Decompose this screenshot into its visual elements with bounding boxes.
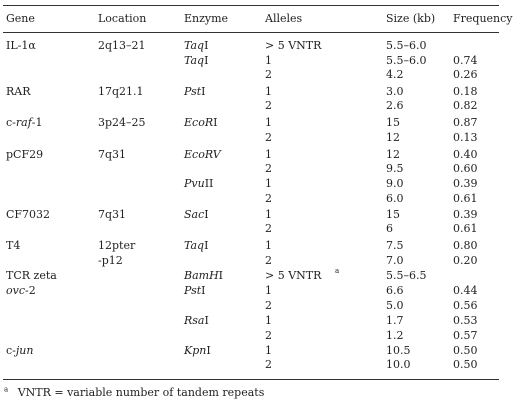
cell-size: 1.7 [386, 314, 404, 327]
table-row [0, 357, 502, 373]
cell-size: 5.5–6.0 [386, 39, 427, 52]
top-rule [3, 5, 499, 6]
footnote-text: VNTR = variable number of tandem repeats [17, 386, 265, 399]
cell-enzyme: SacI [184, 208, 209, 221]
cell-location: 12pter [98, 239, 136, 252]
cell-frequency: 0.60 [453, 162, 478, 175]
table-row [0, 115, 502, 131]
cell-frequency: 0.20 [453, 254, 478, 267]
cell-size: 7.0 [386, 254, 404, 267]
cell-alleles: 2 [265, 358, 272, 371]
cell-location: 3p24–25 [98, 116, 146, 129]
footnote [4, 386, 264, 400]
cell-alleles: 2 [265, 192, 272, 205]
table-row [0, 176, 502, 192]
cell-frequency: 0.80 [453, 239, 478, 252]
cell-location: 7q31 [98, 148, 127, 161]
cell-enzyme: EcoRI [184, 116, 218, 129]
cell-alleles: 1 [265, 116, 272, 129]
cell-gene: ovc-2 [6, 284, 36, 297]
cell-alleles: 1 [265, 54, 272, 67]
cell-size: 1.2 [386, 329, 404, 342]
header-location: Location [98, 12, 147, 25]
cell-frequency: 0.61 [453, 222, 478, 235]
cell-gene: c-jun [6, 344, 34, 357]
cell-alleles: 1 [265, 85, 272, 98]
table-row [0, 221, 502, 237]
table-row [0, 238, 502, 254]
table-row [0, 191, 502, 207]
cell-size: 7.5 [386, 239, 404, 252]
cell-frequency: 0.44 [453, 284, 478, 297]
cell-size: 15 [386, 208, 400, 221]
cell-alleles: 2 [265, 99, 272, 112]
cell-size: 5.5–6.5 [386, 269, 427, 282]
cell-enzyme: TaqI [184, 54, 209, 67]
header-enzyme: Enzyme [184, 12, 229, 25]
cell-size: 5.5–6.0 [386, 54, 427, 67]
cell-enzyme: TaqI [184, 239, 209, 252]
cell-frequency: 0.26 [453, 68, 478, 81]
cell-gene: TCR zeta [6, 269, 57, 282]
cell-frequency: 0.50 [453, 344, 478, 357]
cell-alleles: 2 [265, 131, 272, 144]
cell-alleles: 2 [265, 162, 272, 175]
cell-size: 6.6 [386, 284, 404, 297]
cell-gene: T4 [6, 239, 21, 252]
table-row [0, 161, 502, 177]
cell-gene: pCF29 [6, 148, 44, 161]
cell-location: 17q21.1 [98, 85, 144, 98]
cell-enzyme: RsaI [184, 314, 209, 327]
cell-alleles: 1 [265, 314, 272, 327]
cell-alleles: 1 [265, 148, 272, 161]
cell-location: -p12 [98, 254, 123, 267]
cell-size: 4.2 [386, 68, 404, 81]
table-row [0, 298, 502, 314]
cell-frequency: 0.61 [453, 192, 478, 205]
cell-size: 9.0 [386, 177, 404, 190]
table-row [0, 283, 502, 299]
cell-size: 15 [386, 116, 400, 129]
cell-frequency: 0.13 [453, 131, 478, 144]
cell-enzyme: TaqI [184, 39, 209, 52]
cell-gene: RAR [6, 85, 31, 98]
header-gene: Gene [6, 12, 35, 25]
cell-alleles: > 5 VNTR [265, 269, 322, 282]
cell-frequency: 0.74 [453, 54, 478, 67]
cell-size: 5.0 [386, 299, 404, 312]
cell-size: 12 [386, 131, 400, 144]
cell-frequency: 0.87 [453, 116, 478, 129]
cell-size: 6.0 [386, 192, 404, 205]
header-frequency: Frequency [453, 12, 513, 25]
cell-size: 3.0 [386, 85, 404, 98]
cell-frequency: 0.56 [453, 299, 478, 312]
table-row [0, 38, 502, 54]
cell-size: 2.6 [386, 99, 404, 112]
cell-size: 9.5 [386, 162, 404, 175]
cell-alleles: 2 [265, 299, 272, 312]
cell-gene: CF7032 [6, 208, 51, 221]
cell-alleles: 2 [265, 222, 272, 235]
cell-gene: IL-1α [6, 39, 36, 52]
cell-frequency: 0.82 [453, 99, 478, 112]
cell-location: 7q31 [98, 208, 127, 221]
cell-frequency: 0.53 [453, 314, 478, 327]
cell-frequency: 0.18 [453, 85, 478, 98]
cell-gene: c-raf-1 [6, 116, 43, 129]
cell-enzyme: PvuII [184, 177, 214, 190]
cell-frequency: 0.40 [453, 148, 478, 161]
table-row [0, 313, 502, 329]
table-row [0, 98, 502, 114]
cell-enzyme: BamHI [184, 269, 224, 282]
cell-enzyme: KpnI [184, 344, 211, 357]
cell-frequency: 0.50 [453, 358, 478, 371]
header-size: Size (kb) [386, 12, 436, 25]
table-row [0, 130, 502, 146]
table-row [0, 328, 502, 344]
cell-size: 10.0 [386, 358, 411, 371]
cell-alleles: 1 [265, 177, 272, 190]
table-header-row [0, 11, 513, 27]
cell-alleles: 2 [265, 68, 272, 81]
header-rule [3, 32, 499, 33]
cell-alleles: > 5 VNTR [265, 39, 322, 52]
cell-alleles: 1 [265, 208, 272, 221]
cell-frequency: 0.39 [453, 177, 478, 190]
table-row [0, 253, 502, 269]
cell-frequency: 0.57 [453, 329, 478, 342]
cell-size: 10.5 [386, 344, 411, 357]
cell-enzyme: EcoRV [184, 148, 221, 161]
header-alleles: Alleles [265, 12, 303, 25]
cell-frequency: 0.39 [453, 208, 478, 221]
bottom-rule [3, 379, 499, 380]
cell-alleles: 1 [265, 344, 272, 357]
cell-location: 2q13–21 [98, 39, 146, 52]
table-row [0, 67, 502, 83]
footnote-marker: a [4, 385, 9, 394]
cell-enzyme: PstI [184, 284, 206, 297]
cell-alleles: 2 [265, 254, 272, 267]
cell-alleles: 1 [265, 284, 272, 297]
cell-enzyme: PstI [184, 85, 206, 98]
cell-alleles: 1 [265, 239, 272, 252]
cell-size: 12 [386, 148, 400, 161]
cell-alleles: 2 [265, 329, 272, 342]
table-row: TCR zeta BamHI > 5 VNTR 5.5–6.5 a [6, 267, 427, 282]
cell-size: 6 [386, 222, 393, 235]
